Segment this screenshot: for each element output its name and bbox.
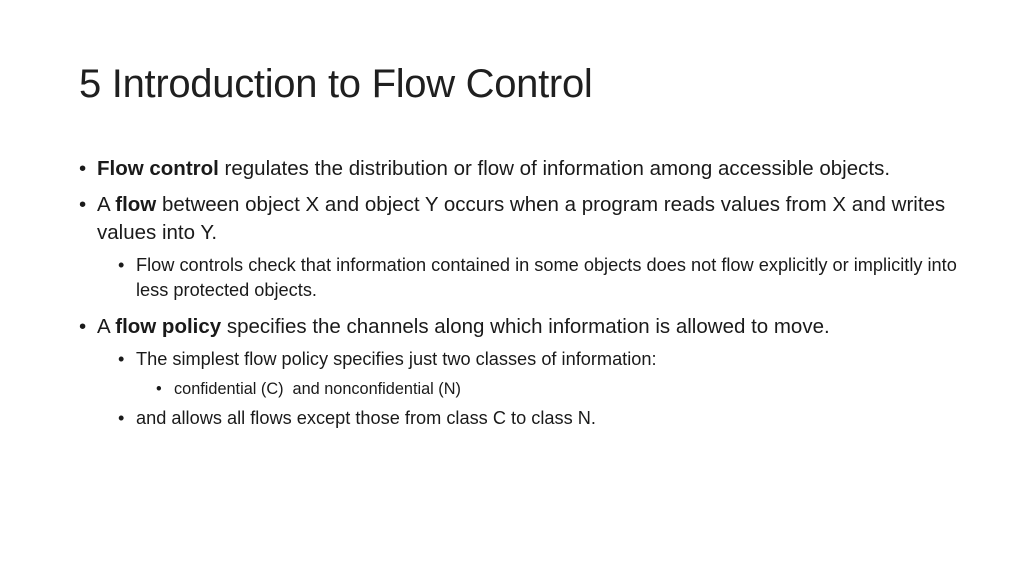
bullet-text-prefix: A: [97, 315, 116, 338]
bold-term: Flow control: [97, 157, 219, 180]
sub-bullet-item: [118, 253, 959, 303]
bullet-icon: •: [118, 349, 125, 369]
bullet-icon: •: [79, 193, 87, 216]
bullet-icon: •: [156, 380, 162, 398]
bullet-icon: •: [79, 315, 87, 338]
bullet-text-prefix: A: [97, 193, 116, 216]
sub-bullet-item: [118, 406, 959, 431]
bullet-icon: •: [118, 255, 125, 275]
bullet-text: specifies the channels along which information is allowed to move.: [221, 315, 830, 338]
bullet-icon: •: [79, 157, 87, 180]
bullet-text: between object X and object Y occurs when a program reads values from X and writes values into Y.: [97, 193, 946, 244]
sub-sub-bullet-item: [156, 378, 959, 400]
bullet-text: regulates the distribution or flow of information among accessible objects.: [218, 157, 891, 180]
bullet-text: The simplest flow policy specifies just two classes of information:: [136, 349, 657, 369]
bullet-item: [79, 191, 959, 247]
sub-bullet-item: [118, 347, 959, 372]
bold-term: flow: [115, 193, 157, 216]
bullet-icon: •: [118, 408, 125, 428]
slide-body: [79, 155, 959, 437]
bullet-item: [79, 313, 959, 341]
bullet-text: Flow controls check that information contained in some objects does not flow explicitly or implicitly into less protected objects.: [136, 255, 957, 300]
bullet-item: [79, 155, 959, 183]
bold-term: flow policy: [115, 315, 222, 338]
bullet-text: and allows all flows except those from class C to class N.: [136, 408, 596, 428]
slide-title: 5 Introduction to Flow Control: [79, 62, 593, 106]
bullet-text: confidential (C) and nonconfidential (N): [174, 380, 461, 398]
